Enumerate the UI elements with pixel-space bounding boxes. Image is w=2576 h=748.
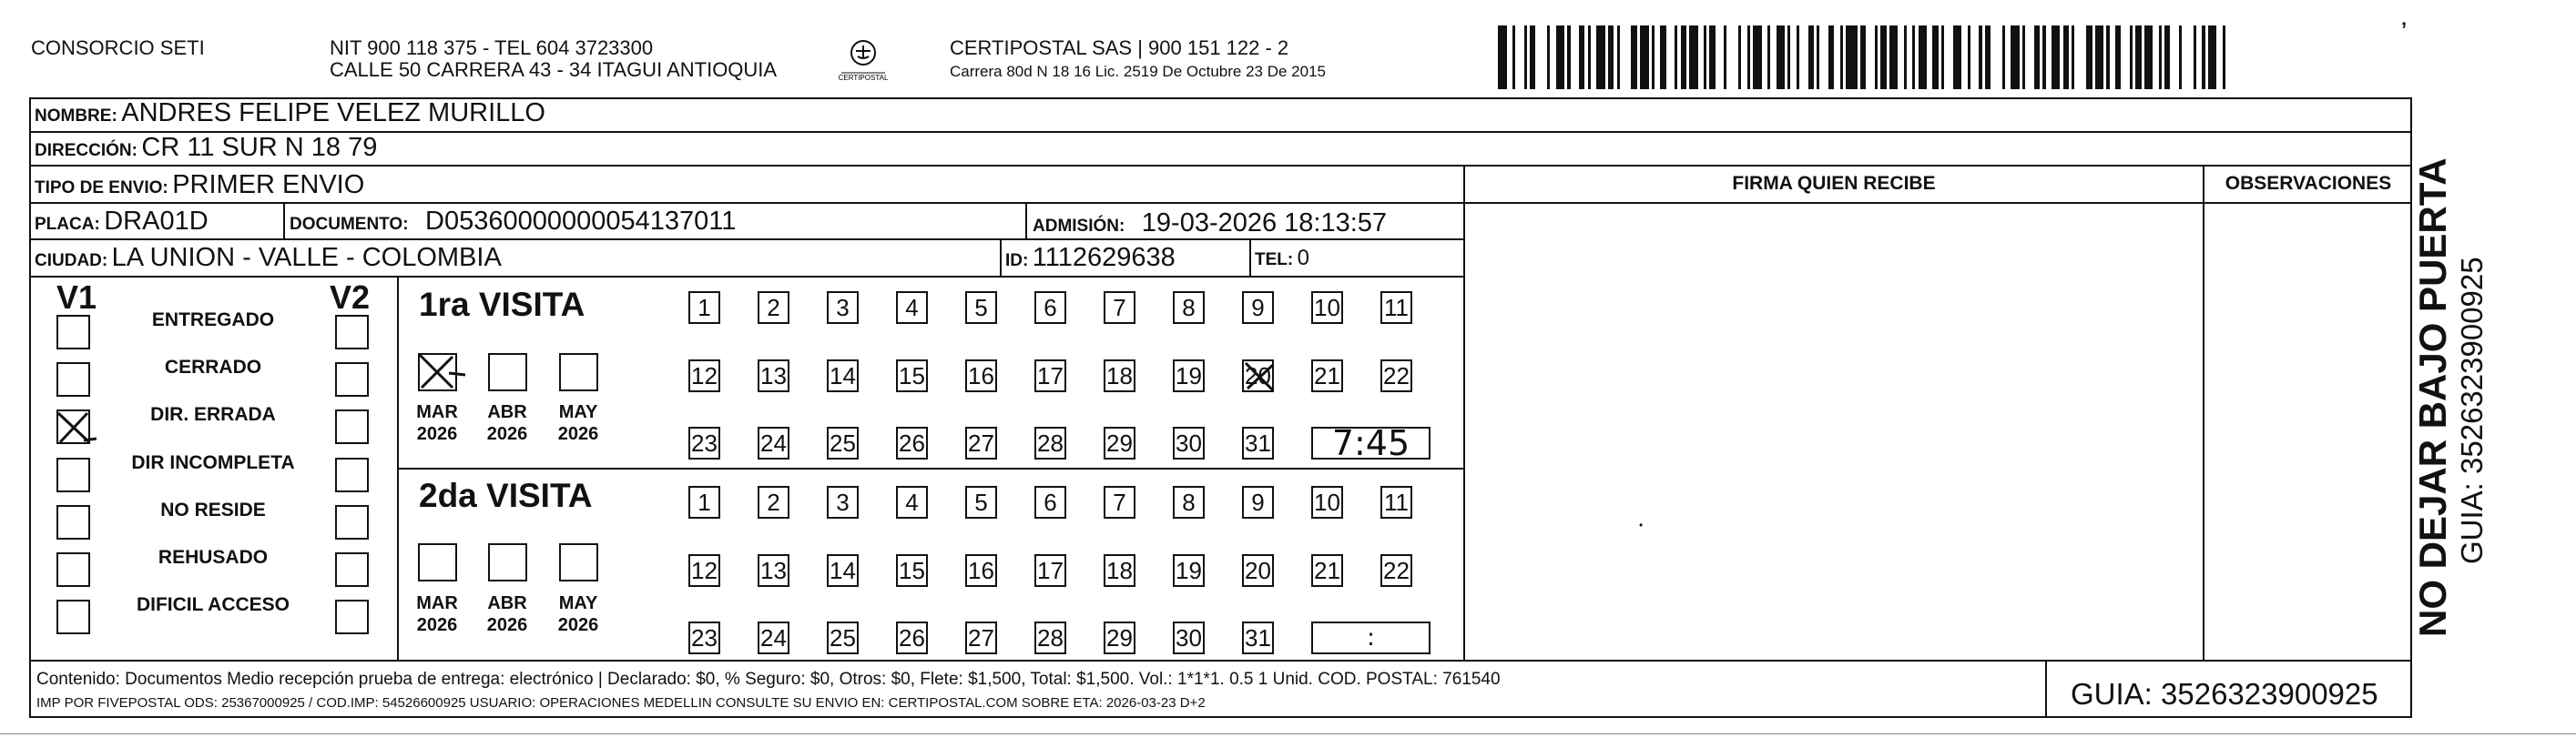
first-day-5[interactable] (965, 291, 997, 324)
status-option-label: CERRADO (164, 357, 262, 378)
barcode-bar (2011, 25, 2020, 89)
second-day-25[interactable] (827, 622, 859, 654)
second-visit-title: 2da VISITA (419, 477, 593, 514)
city-value: LA UNION - VALLE - COLOMBIA (111, 243, 502, 272)
day-number: 13 (760, 361, 787, 389)
rule (2203, 165, 2204, 660)
second-day-23[interactable] (688, 622, 720, 654)
day-number: 7 (1113, 488, 1126, 516)
second-day-5[interactable] (965, 486, 997, 519)
day-number: 11 (1384, 293, 1409, 321)
day-number: 27 (968, 429, 994, 457)
second-day-14[interactable] (827, 554, 859, 587)
day-number: 26 (899, 623, 925, 652)
v1-checkbox[interactable] (56, 600, 90, 634)
tel-row (1255, 246, 1309, 271)
name-label: NOMBRE: (35, 106, 117, 126)
first-day-10[interactable] (1311, 291, 1343, 324)
second-day-1[interactable] (688, 486, 720, 519)
day-number: 16 (968, 361, 994, 389)
rule (2045, 660, 2047, 718)
v1-label: V1 (56, 278, 97, 316)
first-day-18[interactable] (1104, 359, 1135, 392)
day-number: 16 (968, 556, 994, 584)
v1-checkbox[interactable] (56, 315, 90, 349)
barcode-bar (1777, 25, 1786, 89)
second-day-2[interactable] (758, 486, 789, 519)
day-number: 1 (697, 488, 711, 516)
status-option-label: REHUSADO (158, 547, 269, 568)
barcode-bar (1498, 25, 1507, 89)
day-number: 3 (836, 488, 850, 516)
no-under-door-warning: NO DEJAR BAJO PUERTA (2411, 157, 2454, 637)
second-time-box[interactable]: : (1311, 622, 1431, 654)
observations-header: OBSERVACIONES (2225, 173, 2392, 194)
barcode-bar (1944, 25, 1953, 89)
day-number: 25 (830, 623, 856, 652)
day-number: 10 (1314, 488, 1340, 516)
day-number: 18 (1106, 556, 1133, 584)
plate-value: DRA01D (104, 207, 209, 236)
day-number: 31 (1245, 623, 1271, 652)
fold-line (0, 733, 2576, 734)
day-number: 7 (1113, 293, 1126, 321)
barcode-bar (2144, 25, 2153, 89)
day-number: 30 (1176, 623, 1202, 652)
first-day-20[interactable] (1242, 359, 1274, 392)
first-month-mar[interactable] (418, 353, 457, 391)
shipping-type-label: TIPO DE ENVIO: (35, 178, 168, 197)
first-day-17[interactable] (1034, 359, 1066, 392)
v2-label: V2 (330, 278, 371, 316)
second-day-9[interactable] (1242, 486, 1274, 519)
day-number: 23 (691, 429, 718, 457)
barcode-bar (2074, 25, 2086, 89)
day-number: 20 (1245, 361, 1271, 389)
day-number: 22 (1383, 556, 1410, 584)
first-day-8[interactable] (1173, 291, 1205, 324)
document-value: D053600000000541370​11 (425, 207, 737, 236)
barcode-bar (2170, 25, 2179, 89)
v1-checkbox[interactable] (56, 458, 90, 492)
day-number: 29 (1106, 623, 1133, 652)
rule (1025, 202, 1027, 238)
day-number: 31 (1245, 429, 1271, 457)
barcode-bar (1991, 25, 2002, 89)
barcode-bar (1953, 25, 1962, 89)
second-day-26[interactable] (896, 622, 928, 654)
second-month-mar[interactable] (418, 543, 457, 581)
plate-row (35, 207, 209, 237)
barcode-bar (1970, 25, 1980, 89)
v1-checkbox[interactable] (56, 409, 90, 444)
barcode-bar (1620, 25, 1632, 89)
svg-text:CERTIPOSTAL: CERTIPOSTAL (838, 74, 889, 82)
day-number: 9 (1251, 293, 1265, 321)
corner-mark: ’ (2401, 18, 2408, 41)
first-day-11[interactable] (1380, 291, 1412, 324)
second-day-28[interactable] (1034, 622, 1066, 654)
city-row (35, 243, 502, 273)
name-row (35, 98, 545, 128)
name-value: ANDRES FELIPE VELEZ MURILLO (121, 98, 545, 127)
id-row (1005, 243, 1176, 273)
barcode-bar (1866, 25, 1875, 89)
admission-value: 19-03-2026 18:13:57 (1141, 208, 1388, 238)
v2-checkbox[interactable] (335, 315, 369, 349)
first-day-13[interactable] (758, 359, 789, 392)
shipping-type-row (35, 170, 364, 200)
barcode-bar (1535, 25, 1547, 89)
license-line: Carrera 80d N 18 16 Lic. 2519 De Octubre 23 De 2015 (950, 63, 1326, 80)
first-day-1[interactable] (688, 291, 720, 324)
day-number: 19 (1176, 556, 1202, 584)
barcode-bar (2025, 25, 2034, 89)
first-day-7[interactable] (1104, 291, 1135, 324)
certipostal-logo (836, 35, 891, 89)
status-option-label: DIFICIL ACCESO (136, 594, 290, 615)
first-day-23[interactable] (688, 427, 720, 460)
day-number: 8 (1182, 293, 1196, 321)
day-number: 11 (1384, 488, 1409, 516)
address-line: CALLE 50 CARRERA 43 - 34 ITAGUI ANTIOQUIA (330, 58, 778, 81)
rule (1463, 165, 1465, 660)
barcode-bar (1819, 25, 1828, 89)
second-day-6[interactable] (1034, 486, 1066, 519)
second-month-label: MAR 2026 (416, 593, 458, 635)
day-number: 28 (1037, 623, 1064, 652)
day-number: 6 (1044, 488, 1057, 516)
status-option-label: DIR INCOMPLETA (131, 452, 295, 473)
status-option-label: NO RESIDE (160, 500, 266, 521)
barcode-bar (1726, 25, 1738, 89)
day-number: 17 (1037, 556, 1064, 584)
barcode-bar (1716, 25, 1725, 89)
city-label: CIUDAD: (35, 251, 108, 270)
second-day-10[interactable] (1311, 486, 1343, 519)
rule (1465, 202, 2412, 204)
first-time-box[interactable]: 7:45 (1311, 427, 1431, 460)
barcode-bar (1515, 25, 1524, 89)
status-option-label: DIR. ERRADA (150, 404, 276, 425)
second-day-7[interactable] (1104, 486, 1135, 519)
second-month-label: MAY 2026 (557, 593, 599, 635)
barcode-bar (1753, 25, 1762, 89)
rule (397, 468, 1464, 470)
first-day-9[interactable] (1242, 291, 1274, 324)
v2-checkbox[interactable] (335, 600, 369, 634)
first-month-may[interactable] (559, 353, 598, 391)
rule (29, 165, 2412, 167)
day-number: 2 (767, 488, 780, 516)
day-number: 15 (899, 361, 925, 389)
barcode-bar (1889, 25, 1899, 89)
day-number: 17 (1037, 361, 1064, 389)
day-number: 4 (905, 293, 919, 321)
barcode-bar (1571, 25, 1580, 89)
address-label: DIRECCIÓN: (35, 141, 137, 160)
id-value: 1112629638 (1032, 243, 1176, 272)
second-day-19[interactable] (1173, 554, 1205, 587)
first-day-2[interactable] (758, 291, 789, 324)
first-day-15[interactable] (896, 359, 928, 392)
barcode-bar (2052, 25, 2061, 89)
day-number: 24 (760, 429, 787, 457)
rule (1000, 238, 1002, 276)
barcode-bar (1556, 25, 1565, 89)
first-day-16[interactable] (965, 359, 997, 392)
v2-checkbox[interactable] (335, 458, 369, 492)
first-day-3[interactable] (827, 291, 859, 324)
day-number: 21 (1314, 556, 1340, 584)
first-month-label: MAY 2026 (557, 402, 599, 444)
day-number: 1 (697, 293, 711, 321)
barcode-bar (1666, 25, 1675, 89)
day-number: 30 (1176, 429, 1202, 457)
barcode-bar (2225, 25, 2231, 89)
second-day-31[interactable] (1242, 622, 1274, 654)
document-label: DOCUMENTO: (290, 215, 409, 234)
first-month-label: ABR 2026 (486, 402, 528, 444)
second-month-may[interactable] (559, 543, 598, 581)
day-number: 18 (1106, 361, 1133, 389)
day-number: 23 (691, 623, 718, 652)
second-day-20[interactable] (1242, 554, 1274, 587)
day-number: 12 (691, 556, 718, 584)
admission-label: ADMISIÓN: (1033, 217, 1125, 236)
second-day-13[interactable] (758, 554, 789, 587)
rule (1249, 238, 1251, 276)
day-number: 2 (767, 293, 780, 321)
day-number: 14 (830, 361, 856, 389)
tel-label: TEL: (1255, 250, 1294, 269)
barcode-bar (1689, 25, 1698, 89)
signature-header: FIRMA QUIEN RECIBE (1732, 173, 1936, 194)
plate-label: PLACA: (35, 215, 100, 234)
second-month-abr[interactable] (488, 543, 527, 581)
day-number: 5 (974, 488, 988, 516)
day-number: 26 (899, 429, 925, 457)
barcode-bar (1799, 25, 1808, 89)
first-day-31[interactable] (1242, 427, 1274, 460)
first-day-6[interactable] (1034, 291, 1066, 324)
day-number: 15 (899, 556, 925, 584)
document-row (290, 207, 736, 237)
day-number: 5 (974, 293, 988, 321)
second-day-11[interactable] (1380, 486, 1412, 519)
second-day-22[interactable] (1380, 554, 1412, 587)
second-day-21[interactable] (1311, 554, 1343, 587)
barcode-bar (2121, 25, 2130, 89)
content-line: Contenido: Documentos Medio recepción prueba de entrega: electrónico | Declarado: $0, % Seguro: $0, Otros: $0, Flete: $1,500, Total: $1,500. Vol.: 1*1*1. 0.5 1 Unid. COD. POSTAL: 761540 (36, 670, 1501, 689)
company-name: CONSORCIO SETI (31, 36, 205, 59)
second-day-17[interactable] (1034, 554, 1066, 587)
rule (29, 660, 2412, 662)
v2-checkbox[interactable] (335, 552, 369, 587)
second-day-8[interactable] (1173, 486, 1205, 519)
v2-checkbox[interactable] (335, 362, 369, 397)
carrier-line: CERTIPOSTAL SAS | 900 151 122 - 2 (950, 36, 1289, 59)
second-day-29[interactable] (1104, 622, 1135, 654)
status-option-label: ENTREGADO (151, 309, 275, 330)
nit-line: NIT 900 118 375 - TEL 604 3723300 (330, 36, 654, 59)
first-day-27[interactable] (965, 427, 997, 460)
rule (283, 202, 285, 238)
day-number: 29 (1106, 429, 1133, 457)
rule (29, 202, 1465, 204)
first-day-25[interactable] (827, 427, 859, 460)
second-day-16[interactable] (965, 554, 997, 587)
barcode-bar (1596, 25, 1605, 89)
barcode-bar (1846, 25, 1858, 89)
rule (29, 276, 1465, 278)
barcode-bar (1640, 25, 1649, 89)
admission-row (1033, 208, 1387, 238)
barcode-bar (2095, 25, 2104, 89)
signature-dot: • (1639, 519, 1644, 531)
first-day-28[interactable] (1034, 427, 1066, 460)
first-day-22[interactable] (1380, 359, 1412, 392)
day-number: 24 (760, 623, 787, 652)
day-number: 21 (1314, 361, 1340, 389)
barcode-bar (2182, 25, 2194, 89)
day-number: 14 (830, 556, 856, 584)
day-number: 28 (1037, 429, 1064, 457)
second-day-15[interactable] (896, 554, 928, 587)
v1-checkbox[interactable] (56, 505, 90, 540)
day-number: 3 (836, 293, 850, 321)
first-visit-title: 1ra VISITA (419, 286, 585, 323)
day-number: 8 (1182, 488, 1196, 516)
first-day-30[interactable] (1173, 427, 1205, 460)
first-day-29[interactable] (1104, 427, 1135, 460)
day-number: 20 (1245, 556, 1271, 584)
second-day-3[interactable] (827, 486, 859, 519)
second-day-12[interactable] (688, 554, 720, 587)
first-day-24[interactable] (758, 427, 789, 460)
day-number: 13 (760, 556, 787, 584)
id-label: ID: (1005, 251, 1029, 270)
day-number: 27 (968, 623, 994, 652)
second-month-label: ABR 2026 (486, 593, 528, 635)
first-day-21[interactable] (1311, 359, 1343, 392)
barcode-bar (1919, 25, 1928, 89)
first-day-26[interactable] (896, 427, 928, 460)
barcode (1498, 25, 2231, 89)
v1-checkbox[interactable] (56, 552, 90, 587)
first-day-19[interactable] (1173, 359, 1205, 392)
second-day-18[interactable] (1104, 554, 1135, 587)
day-number: 19 (1176, 361, 1202, 389)
side-guia: GUIA: 3526323900925 (2455, 257, 2489, 564)
second-day-27[interactable] (965, 622, 997, 654)
shipping-type-value: PRIMER ENVIO (172, 170, 365, 199)
day-number: 12 (691, 361, 718, 389)
day-number: 9 (1251, 488, 1265, 516)
barcode-bar (2208, 25, 2217, 89)
second-day-4[interactable] (896, 486, 928, 519)
first-month-label: MAR 2026 (416, 402, 458, 444)
first-day-14[interactable] (827, 359, 859, 392)
day-number: 22 (1383, 361, 1410, 389)
second-day-24[interactable] (758, 622, 789, 654)
day-number: 25 (830, 429, 856, 457)
day-number: 6 (1044, 293, 1057, 321)
v2-checkbox[interactable] (335, 409, 369, 444)
v1-checkbox[interactable] (56, 362, 90, 397)
rule (29, 131, 2412, 133)
second-day-30[interactable] (1173, 622, 1205, 654)
address-row (35, 133, 377, 163)
first-day-12[interactable] (688, 359, 720, 392)
imp-line: IMP POR FIVEPOSTAL ODS: 25367000925 / COD.IMP: 54526600925 USUARIO: OPERACIONES MEDELLIN CONSULTE SU ENVIO EN: CERTIPOSTAL.COM SOBRE ETA: 2026-03-23 D+2 (36, 695, 1206, 711)
first-month-abr[interactable] (488, 353, 527, 391)
tel-value: 0 (1297, 246, 1310, 270)
address-value: CR 11 SUR N 18 79 (141, 133, 378, 162)
day-number: 10 (1314, 293, 1340, 321)
v2-checkbox[interactable] (335, 505, 369, 540)
day-number: 4 (905, 488, 919, 516)
first-day-4[interactable] (896, 291, 928, 324)
footer-guia: GUIA: 3526323900925 (2071, 677, 2378, 711)
